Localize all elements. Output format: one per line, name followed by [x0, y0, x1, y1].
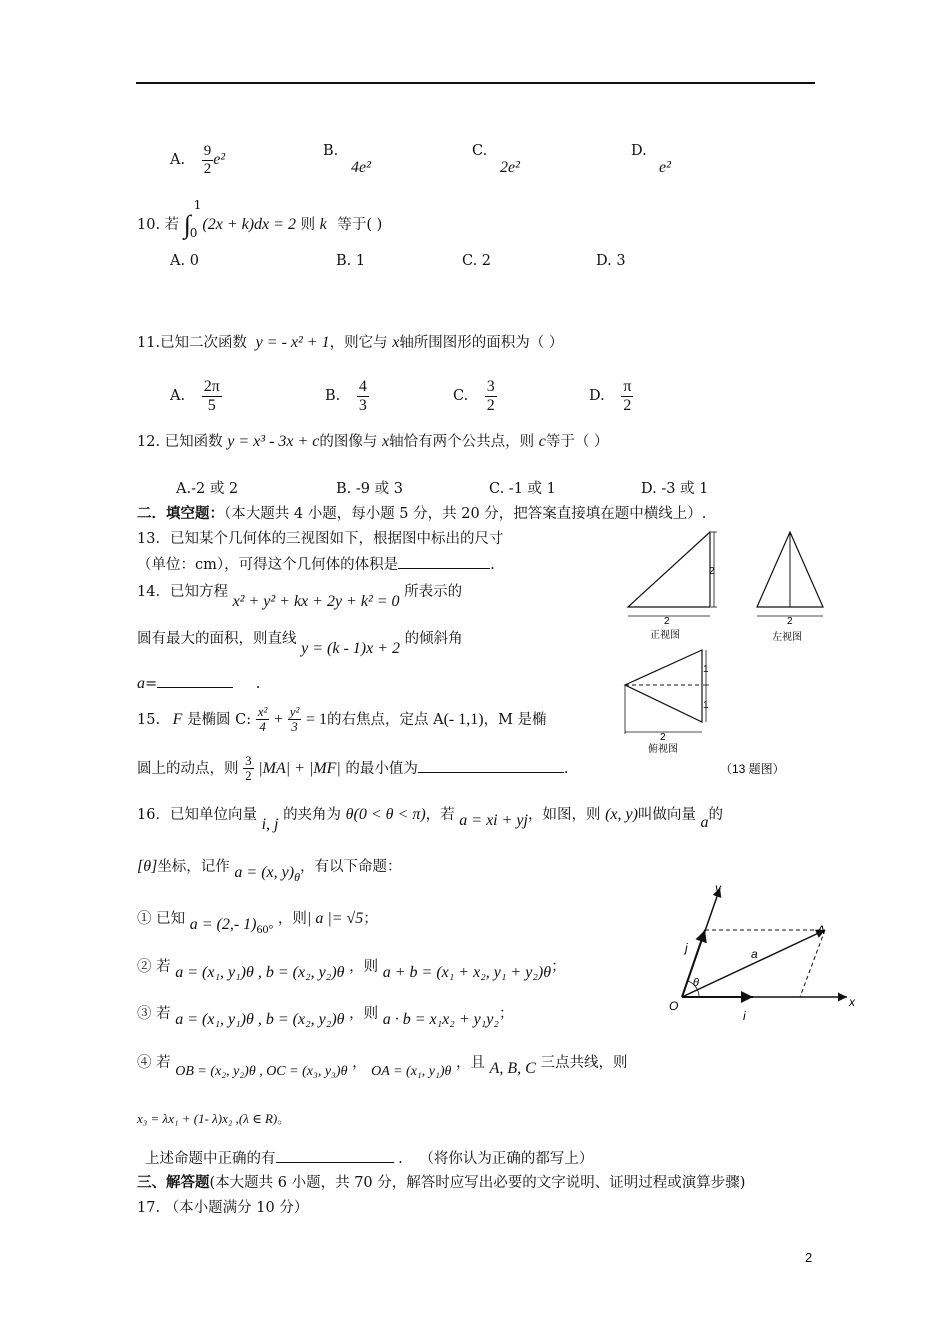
y-axis-label: y [715, 881, 721, 895]
q15-line1: 15. F 是椭圆 C: $\frac{\text{x²}}{4}$ + $\frac{\text{y²}}{3}$ = 1的右焦点，定点 A(- 1,1)，M 是椭 [137, 704, 547, 735]
q9-option-b: B. 4e² [323, 143, 371, 176]
vector-j-label: j [685, 941, 688, 955]
top-lower-label: 1 [703, 700, 709, 711]
section-2-heading: 二．填空题：（本大题共 4 小题，每小题 5 分，共 20 分，把答案直接填在题中横线上）. [137, 505, 707, 522]
q13-line2: （单位：cm），可得这个几何体的体积是 . [137, 557, 495, 573]
top-width-label: 2 [660, 732, 666, 743]
q14-line3: a= . [137, 675, 261, 692]
page-number: 2 [805, 1250, 813, 1265]
q10-option-c: C. 2 [462, 253, 492, 269]
q12-stem: 12. 已知函数 y = x³ - 3x + c的图像与 x轴恰有两个公共点，则 c等于（ ） [137, 433, 609, 450]
point-a-label: A [817, 923, 826, 937]
header-rule [136, 82, 815, 84]
q16-prop-2: ② 若 a = (x₁, y₁)θ , b = (x₂, y₂)θ ，则 a + b = (x₁ + x₂, y₁ + y₂)θ； [137, 959, 566, 981]
q11-stem: 11.已知二次函数 y = - x² + 1，则它与 x轴所围图形的面积为（ ） [137, 334, 564, 351]
q16-line1: 16．已知单位向量 i, j 的夹角为 θ(0 < θ < π)，若 a = xi + yj，如图，则 (x, y)叫做向量 a的 [137, 806, 724, 833]
side-view-label: 左视图 [772, 632, 802, 643]
front-view-shape [628, 532, 710, 607]
q15-line2: 圆上的动点，则 $\frac{3}{2}$ |MA| + |MF| 的最小值为 . [137, 753, 569, 784]
q14-line2: 圆有最大的面积，则直线 y = (k - 1)x + 2 的倾斜角 [137, 631, 463, 657]
q16-prop-4-line2: x₃ = λx₁ + (1- λ)x₂ ,(λ ∈ R)。 [137, 1111, 290, 1126]
q10-stem: 10. 若 ∫ 1 0 (2x + k)dx = 2 则 k 等于( ) [137, 198, 383, 240]
q12-option-a: A.-2 或 2 [176, 481, 239, 497]
q10-option-a: A. 0 [170, 253, 199, 269]
q16-prop-4: ④ 若 OB = (x₂, y₂)θ , OC = (x₃, y₃)θ ， OA = (x₁, y₁)θ ，且 A, B, C 三点共线，则 [137, 1055, 628, 1079]
q14-line1: 14．已知方程 x² + y² + kx + 2y + k² = 0 所表示的 [137, 584, 463, 610]
section-3-heading: 三、解答题(本大题共 6 小题，共 70 分，解答时应写出必要的文字说明、证明过程或演算步骤) [137, 1174, 746, 1191]
front-height-label: 2 [709, 566, 715, 577]
oblique-coordinate-figure [665, 880, 875, 1025]
q12-option-b: B. -9 或 3 [336, 481, 403, 497]
q10-option-b: B. 1 [336, 253, 366, 269]
q11-option-a: A. $\frac{2\pi}{5}$ [170, 378, 220, 414]
vector-a [682, 930, 825, 997]
front-width-label: 2 [664, 616, 670, 627]
q9-option-a: A. $\frac{9}{2}$ e² [170, 143, 226, 177]
q12-option-c: C. -1 或 1 [489, 481, 556, 497]
x-axis-label: x [849, 995, 855, 1009]
top-view-label: 俯视图 [648, 744, 678, 755]
three-view-figure [610, 522, 850, 782]
vector-i-label: i [743, 1009, 746, 1023]
q10-option-d: D. 3 [596, 253, 626, 269]
side-width-label: 2 [787, 616, 793, 627]
origin-label: O [669, 999, 679, 1013]
top-view-shape [625, 650, 702, 722]
q9-option-d: D. e² [631, 143, 671, 176]
vector-a-label: a [751, 947, 758, 961]
q16-line2: [θ]坐标，记作 a = (x, $y)_\theta$，有以下命题： [137, 858, 402, 884]
q13-line1: 13．已知某个几何体的三视图如下，根据图中标出的尺寸 [137, 531, 504, 547]
figure-13-caption: （13 题图） [720, 762, 785, 776]
q11-option-d: D. $\frac{\pi}{2}$ [589, 378, 632, 414]
front-view-label: 正视图 [650, 630, 680, 641]
q12-option-d: D. -3 或 1 [641, 481, 709, 497]
q16-prop-3: ③ 若 a = (x₁, y₁)θ , b = (x₂, y₂)θ ，则 a · b = x₁x₂ + y₁y₂； [137, 1006, 514, 1028]
top-upper-label: 1 [703, 664, 709, 675]
q9-option-c: C. 2e² [472, 143, 520, 176]
q17-heading: 17. （本小题满分 10 分） [137, 1200, 309, 1216]
q11-option-c: C. $\frac{3}{2}$ [453, 378, 495, 414]
q16-summary: 上述命题中正确的有 . （将你认为正确的都写上） [145, 1151, 594, 1167]
theta-label: θ [693, 977, 699, 989]
q16-prop-1: ① 已知 a = (2,- $1)_{60^\circ}$ ，则| a |= √5； [137, 910, 378, 936]
q11-option-b: B. $\frac{4}{3}$ [325, 378, 367, 414]
